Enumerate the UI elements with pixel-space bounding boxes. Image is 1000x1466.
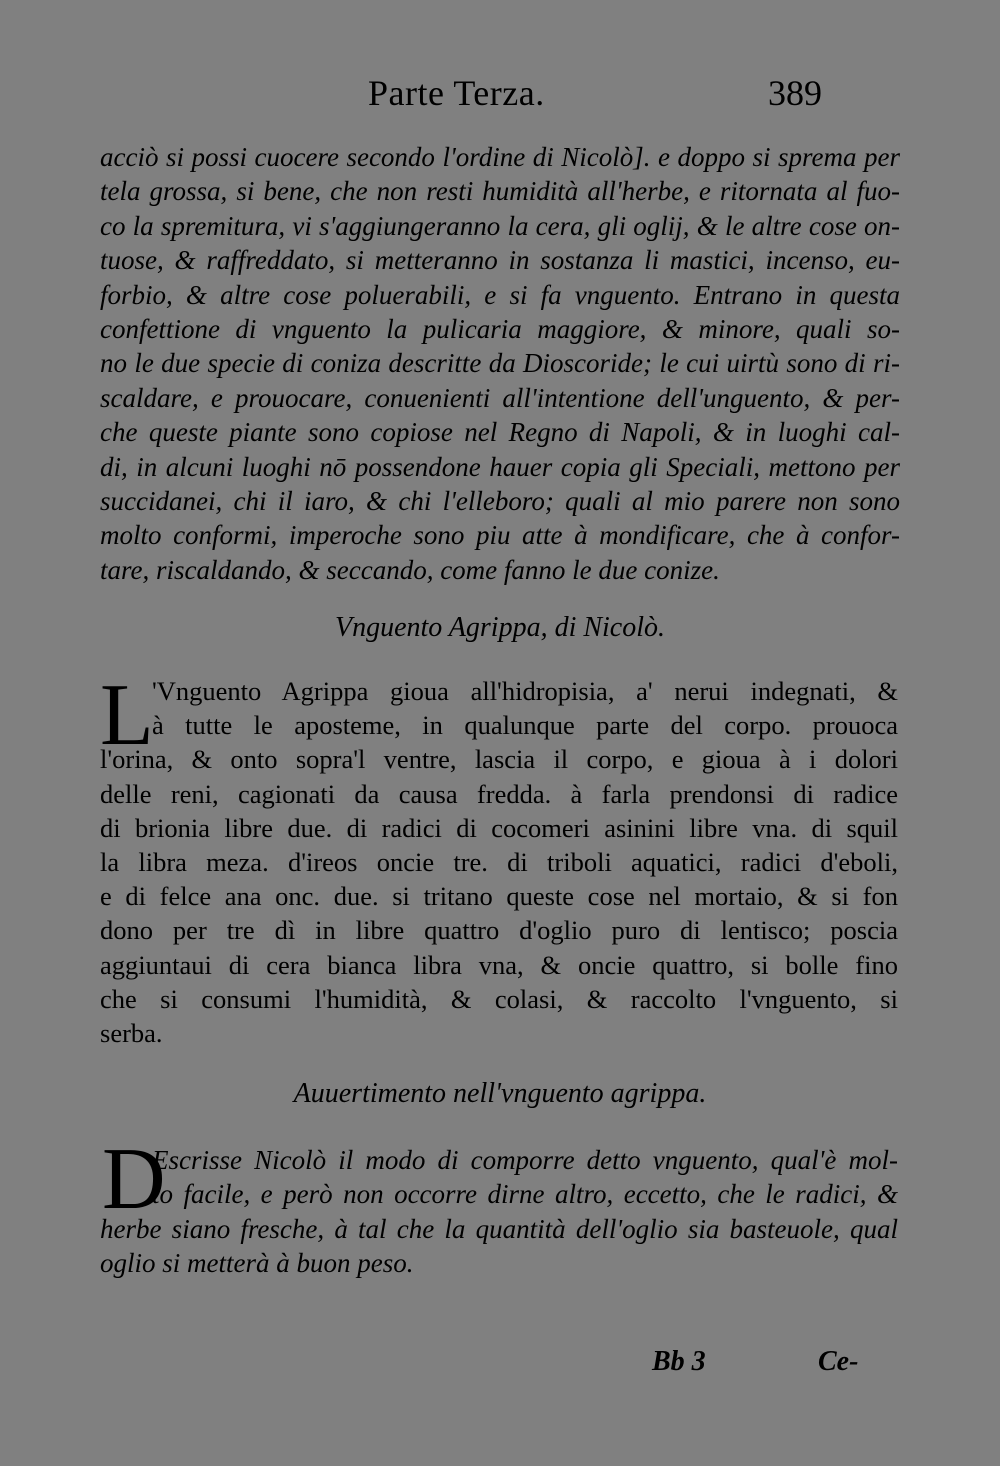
text-line: 'Vnguento Agrippa gioua all'hidropisia, a' nerui indegnati, & [152, 676, 898, 706]
text-line: delle reni, cagionati da causa fredda. à farla prendonsi di radice [100, 778, 898, 809]
text-line: tela grossa, si bene, che non resti humidità all'herbe, e ritornata al fuo- [100, 176, 900, 207]
text-line: herbe siano fresche, à tal che la quantità dell'oglio sia basteuole, qual [100, 1213, 898, 1244]
text-line: l'orina, & onto sopra'l ventre, lascia il corpo, e gioua à i dolori [100, 744, 898, 775]
text-line: forbio, & altre cose poluerabili, e si fa vnguento. Entrano in questa [100, 279, 900, 310]
recipe-paragraph [100, 667, 898, 1050]
text-line: tuose, & raffreddato, si metteranno in sostanza li mastici, incenso, eu- [100, 245, 900, 276]
text-line: aggiuntaui di cera bianca libra vna, & oncie quattro, si bolle fino [100, 949, 898, 980]
text-line: che si consumi l'humidità, & colasi, & raccolto l'vnguento, si [100, 983, 898, 1014]
text-line: dono per tre dì in libre quattro d'oglio puro di lentisco; poscia [100, 915, 898, 946]
text-line: che queste piante sono copiose nel Regno di Napoli, & in luoghi cal- [100, 417, 900, 448]
running-title: Parte Terza. [368, 73, 545, 113]
drop-cap-l: L [100, 667, 154, 764]
text-line: oglio si metterà à buon peso. [100, 1248, 414, 1279]
text-line: Escrisse Nicolò il modo di comporre detto vnguento, qual'è mol- [152, 1145, 898, 1175]
paragraph-continuation [100, 140, 900, 587]
text-line: no le due specie di coniza descritte da Dioscoride; le cui uirtù sono di ri- [100, 348, 900, 379]
section-heading-auuertimento: Auuertimento nell'vnguento agrippa. [293, 1078, 707, 1109]
text-line: confettione di vnguento la pulicaria maggiore, & minore, quali so- [100, 314, 900, 345]
text-line: co la spremitura, vi s'aggiungeranno la cera, gli oglij, & le altre cose on- [100, 210, 900, 241]
commentary-paragraph [100, 1143, 898, 1281]
text-line: la libra meza. d'ireos oncie tre. di triboli aquatici, radici d'eboli, [100, 847, 898, 878]
drop-cap-d: D [102, 1131, 166, 1228]
text-line: molto conformi, imperoche sono piu atte à mondificare, che à confor- [100, 520, 900, 551]
text-line: scaldare, e prouocare, conuenienti all'intentione dell'unguento, & per- [100, 382, 900, 413]
section-heading-vnguento-agrippa: Vnguento Agrippa, di Nicolò. [334, 612, 666, 643]
text-line: di, in alcuni luoghi nō possendone hauer copia gli Speciali, mettono per [100, 451, 900, 482]
catchword: Ce- [818, 1346, 859, 1377]
signature-mark: Bb 3 [652, 1346, 706, 1377]
text-line: succidanei, chi il iaro, & chi l'elleboro; quali al mio parere non sono [100, 486, 900, 517]
page-number: 389 [768, 73, 822, 113]
text-line: to facile, e però non occorre dirne altro, eccetto, che le radici, & [152, 1179, 898, 1210]
text-line: à tutte le aposteme, in qualunque parte del corpo. prouoca [152, 710, 898, 741]
text-line: serba. [100, 1018, 163, 1049]
text-line: tare, riscaldando, & seccando, come fanno le due conize. [100, 554, 720, 585]
text-line: di brionia libre due. di radici di cocomeri asinini libre vna. di squil [100, 812, 898, 843]
text-line: e di felce ana onc. due. si tritano queste cose nel mortaio, & si fon [100, 881, 898, 912]
text-line: acciò si possi cuocere secondo l'ordine di Nicolò]. e doppo si sprema per [100, 142, 900, 172]
page-header [0, 72, 1000, 122]
